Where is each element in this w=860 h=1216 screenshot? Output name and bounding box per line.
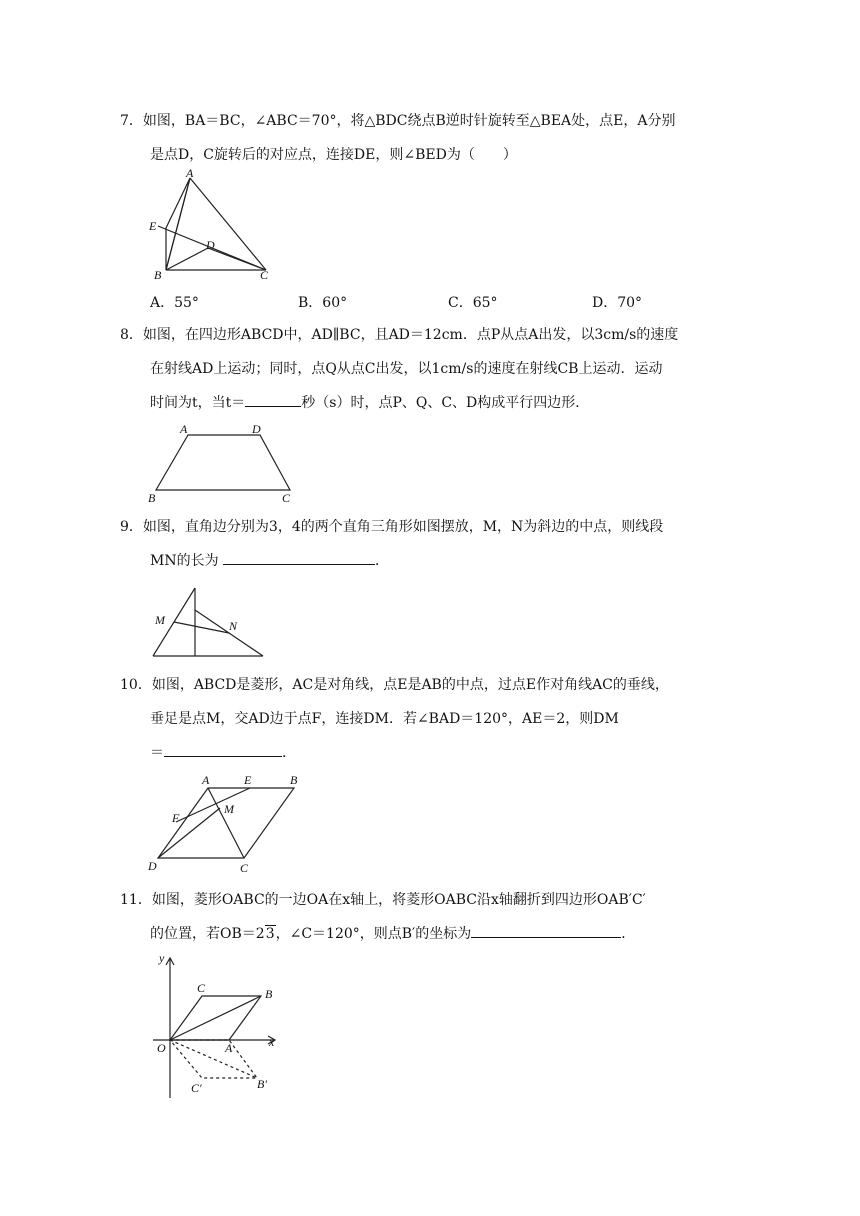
q11-label-x: x bbox=[269, 1035, 275, 1049]
sqrt-three: 3 bbox=[265, 926, 275, 942]
q9-answer-blank[interactable] bbox=[223, 546, 375, 565]
question-8 bbox=[120, 318, 740, 420]
q10-figure bbox=[140, 770, 315, 878]
q11-label-c: C bbox=[197, 981, 206, 995]
q7-figure bbox=[140, 168, 280, 288]
q10-label-c: C bbox=[240, 861, 249, 875]
q10-text-line2: 垂足是点M，交AD边于点F，连接DM．若∠BAD＝120°，AE＝2，则DM bbox=[150, 711, 619, 727]
q8-label-c: C bbox=[282, 491, 291, 505]
q7-label-a: A bbox=[186, 166, 194, 180]
q11-text-line2: 的位置，若OB＝23，∠C＝120°，则点B′的坐标为 ． bbox=[120, 917, 740, 951]
q11-label-b: B bbox=[265, 987, 273, 1001]
q10-label-e: E bbox=[244, 773, 252, 787]
q11-label-a: A bbox=[225, 1041, 233, 1055]
q10-text-line1: 10．如图，ABCD是菱形，AC是对角线，点E是AB的中点，过点E作对角线AC的垂线， bbox=[120, 677, 669, 693]
q10-text-line3: ＝ ． bbox=[120, 736, 740, 770]
q7-label-c: C bbox=[260, 268, 269, 282]
question-10 bbox=[120, 668, 740, 770]
q8-label-b: B bbox=[148, 491, 156, 505]
choice-c[interactable]: C．65° bbox=[448, 295, 498, 311]
question-7 bbox=[120, 104, 740, 172]
q11-label-c-prime: C′ bbox=[191, 1081, 202, 1095]
q10-label-d: D bbox=[148, 859, 157, 873]
q11-answer-blank[interactable] bbox=[471, 919, 621, 938]
q7-label-b: B bbox=[154, 268, 162, 282]
q8-text-line1: 8．如图，在四边形ABCD中，AD∥BC，且AD＝12cm．点P从点A出发，以3cm/s的速度 bbox=[120, 327, 679, 343]
q7-label-d: D bbox=[206, 238, 215, 252]
q10-answer-blank[interactable] bbox=[164, 738, 282, 757]
q10-label-f: F bbox=[172, 811, 180, 825]
q11-figure bbox=[145, 950, 290, 1100]
q9-label-m: M bbox=[155, 613, 165, 627]
q8-label-a: A bbox=[180, 422, 188, 436]
q11-label-b-prime: B′ bbox=[257, 1077, 267, 1091]
q9-text-line1: 9．如图，直角边分别为3，4的两个直角三角形如图摆放，M，N为斜边的中点，则线段 bbox=[120, 519, 664, 535]
question-11 bbox=[120, 883, 740, 951]
q11-label-o: O bbox=[157, 1041, 166, 1055]
q8-text-line3: 时间为t，当t＝ 秒（s）时，点P、Q、C、D构成平行四边形． bbox=[120, 386, 740, 420]
q8-label-d: D bbox=[252, 422, 261, 436]
question-9 bbox=[120, 510, 740, 578]
q7-text-line2: 是点D，C旋转后的对应点，连接DE，则∠BED为（ ） bbox=[150, 147, 517, 163]
choice-b[interactable]: B．60° bbox=[298, 295, 348, 311]
choice-a[interactable]: A．55° bbox=[150, 295, 199, 311]
q9-text-line2: MN的长为 ． bbox=[120, 544, 740, 578]
q8-answer-blank[interactable] bbox=[245, 388, 301, 407]
q8-text-line2: 在射线AD上运动；同时，点Q从点C出发，以1cm/s的速度在射线CB上运动．运动 bbox=[150, 361, 663, 377]
q10-label-m: M bbox=[224, 802, 234, 816]
q7-label-e: E bbox=[149, 219, 157, 233]
q9-figure bbox=[145, 584, 275, 664]
q10-label-b: B bbox=[290, 773, 298, 787]
q11-text-line1: 11．如图，菱形OABC的一边OA在x轴上，将菱形OABC沿x轴翻折到四边形OAB′C′ bbox=[120, 892, 646, 908]
q9-label-n: N bbox=[229, 619, 238, 633]
choice-d[interactable]: D．70° bbox=[592, 295, 643, 311]
q7-text-line1: 7．如图，BA＝BC，∠ABC＝70°，将△BDC绕点B逆时针旋转至△BEA处，点E，A分别 bbox=[120, 113, 676, 129]
q11-label-y: y bbox=[159, 951, 165, 965]
q8-figure bbox=[140, 420, 310, 505]
q10-label-a: A bbox=[202, 773, 210, 787]
